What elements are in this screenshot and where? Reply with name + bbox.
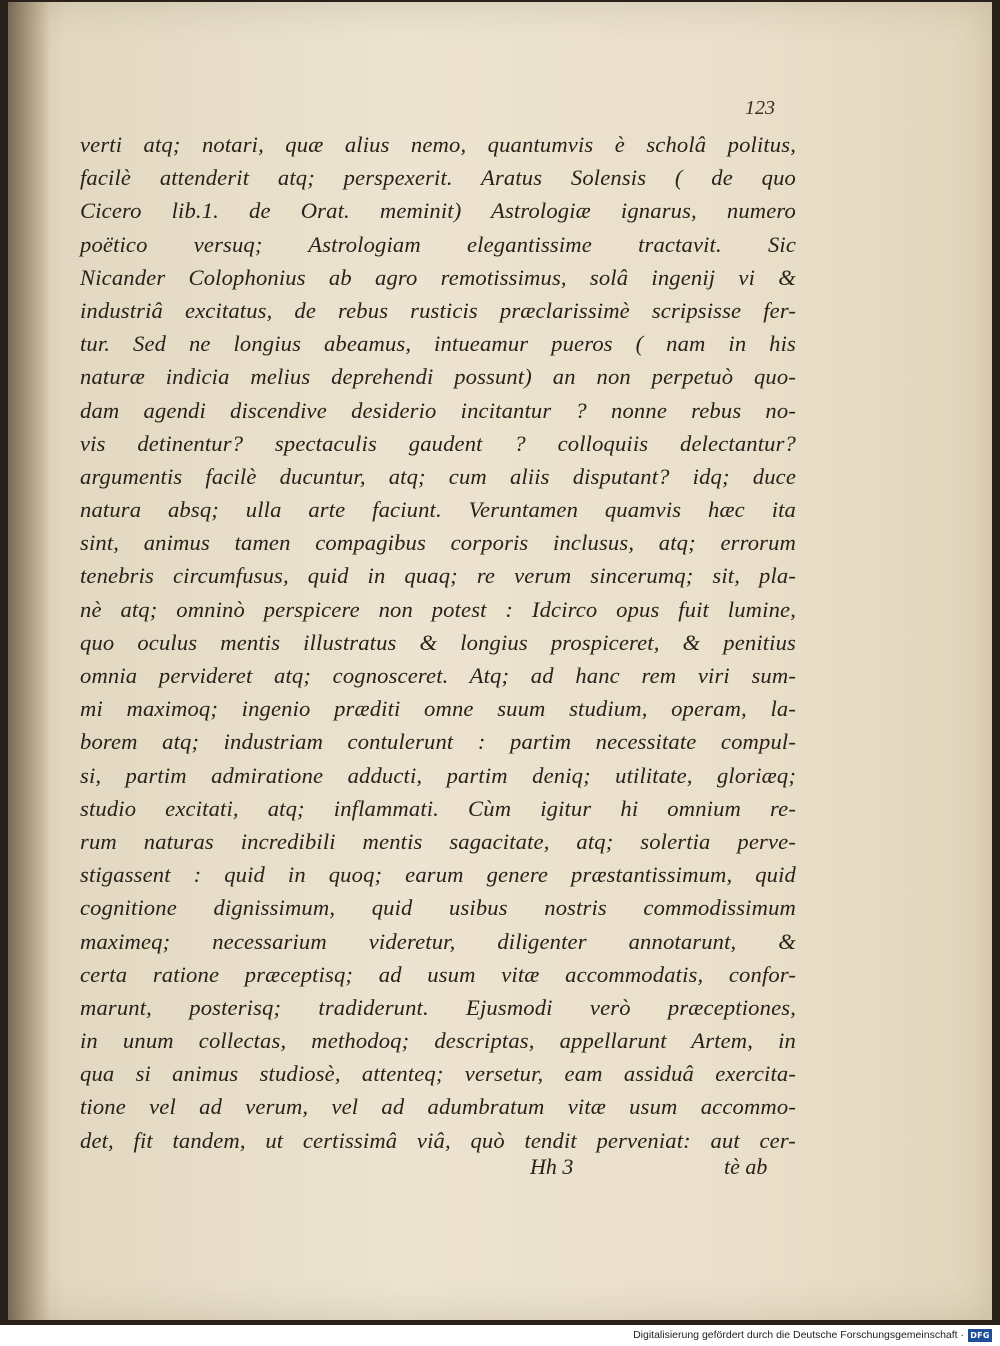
- text-line: quo oculus mentis illustratus & longius prospiceret, & penitius: [80, 629, 796, 655]
- text-line: stigassent : quid in quoq; earum genere præstantissimum, quid: [80, 862, 796, 888]
- funding-credit: Digitalisierung gefördert durch die Deutsche Forschungsgemeinschaft ·: [633, 1329, 964, 1341]
- text-line: maximeq; necessarium videretur, diligenter annotarunt, &: [80, 928, 796, 954]
- page-number: 123: [745, 97, 775, 119]
- text-line: natura absq; ulla arte faciunt. Veruntamen quamvis hæc ita: [80, 497, 796, 523]
- signature-mark: Hh 3: [530, 1154, 574, 1179]
- text-line: sint, animus tamen compagibus corporis inclusus, atq; errorum: [80, 530, 796, 556]
- text-line: verti atq; notari, quæ alius nemo, quantumvis è scholâ politus,: [80, 132, 796, 157]
- text-line: studio excitati, atq; inflammati. Cùm igitur hi omnium re-: [80, 795, 796, 821]
- text-line: omnia pervideret atq; cognosceret. Atq; ad hanc rem viri sum-: [80, 663, 796, 688]
- text-line: Cicero lib.1. de Orat. meminit) Astrologiæ ignarus, numero: [80, 198, 796, 224]
- footer-bar: [0, 1325, 1000, 1346]
- text-line: in unum collectas, methodoq; descriptas, appellarunt Artem, in: [80, 1028, 796, 1054]
- dfg-logo-icon: DFG: [968, 1329, 992, 1342]
- text-line: rum naturas incredibili mentis sagacitate, atq; solertia perve-: [80, 828, 796, 854]
- text-line: dam agendi discendive desiderio incitantur ? nonne rebus no-: [80, 397, 796, 423]
- text-line: si, partim admiratione adducti, partim deniq; utilitate, gloriæq;: [80, 762, 796, 788]
- text-line: poëtico versuq; Astrologiam elegantissime tractavit. Sic: [80, 231, 796, 257]
- text-line: cognitione dignissimum, quid usibus nostris commodissimum: [80, 895, 796, 921]
- text-line: nè atq; omninò perspicere non potest : Idcirco opus fuit lumine,: [80, 596, 796, 622]
- text-line: qua si animus studiosè, attenteq; versetur, eam assiduâ exercita-: [80, 1061, 796, 1087]
- text-line: tione vel ad verum, vel ad adumbratum vitæ usum accommo-: [80, 1094, 796, 1120]
- text-line: tur. Sed ne longius abeamus, intueamur pueros ( nam in his: [80, 331, 796, 357]
- text-line: facilè attenderit atq; perspexerit. Aratus Solensis ( de quo: [80, 165, 796, 191]
- text-line: certa ratione præceptisq; ad usum vitæ accommodatis, confor-: [80, 961, 796, 987]
- book-binding-shadow: [8, 2, 50, 1320]
- text-line: tenebris circumfusus, quid in quaq; re verum sincerumq; sit, pla-: [80, 563, 796, 589]
- text-line: naturæ indicia melius deprehendi possunt) an non perpetuò quo-: [80, 364, 796, 390]
- text-line: mi maximoq; ingenio præditi omne suum studium, operam, la-: [80, 696, 796, 722]
- text-line: borem atq; industriam contulerunt : partim necessitate compul-: [80, 729, 796, 755]
- body-text: [80, 128, 796, 1157]
- text-line: industriâ excitatus, de rebus rusticis præclarissimè scripsisse fer-: [80, 297, 796, 323]
- text-line: marunt, posterisq; tradiderunt. Ejusmodi verò præceptiones,: [80, 994, 796, 1020]
- text-line: det, fit tandem, ut certissimâ viâ, quò tendit perveniat: aut cer-: [80, 1127, 796, 1153]
- text-line: vis detinentur? spectaculis gaudent ? colloquiis delectantur?: [80, 430, 796, 456]
- catchword: tè ab: [724, 1154, 768, 1179]
- text-line: Nicander Colophonius ab agro remotissimus, solâ ingenij vi &: [80, 264, 796, 290]
- text-line: argumentis facilè ducuntur, atq; cum aliis disputant? idq; duce: [80, 463, 796, 489]
